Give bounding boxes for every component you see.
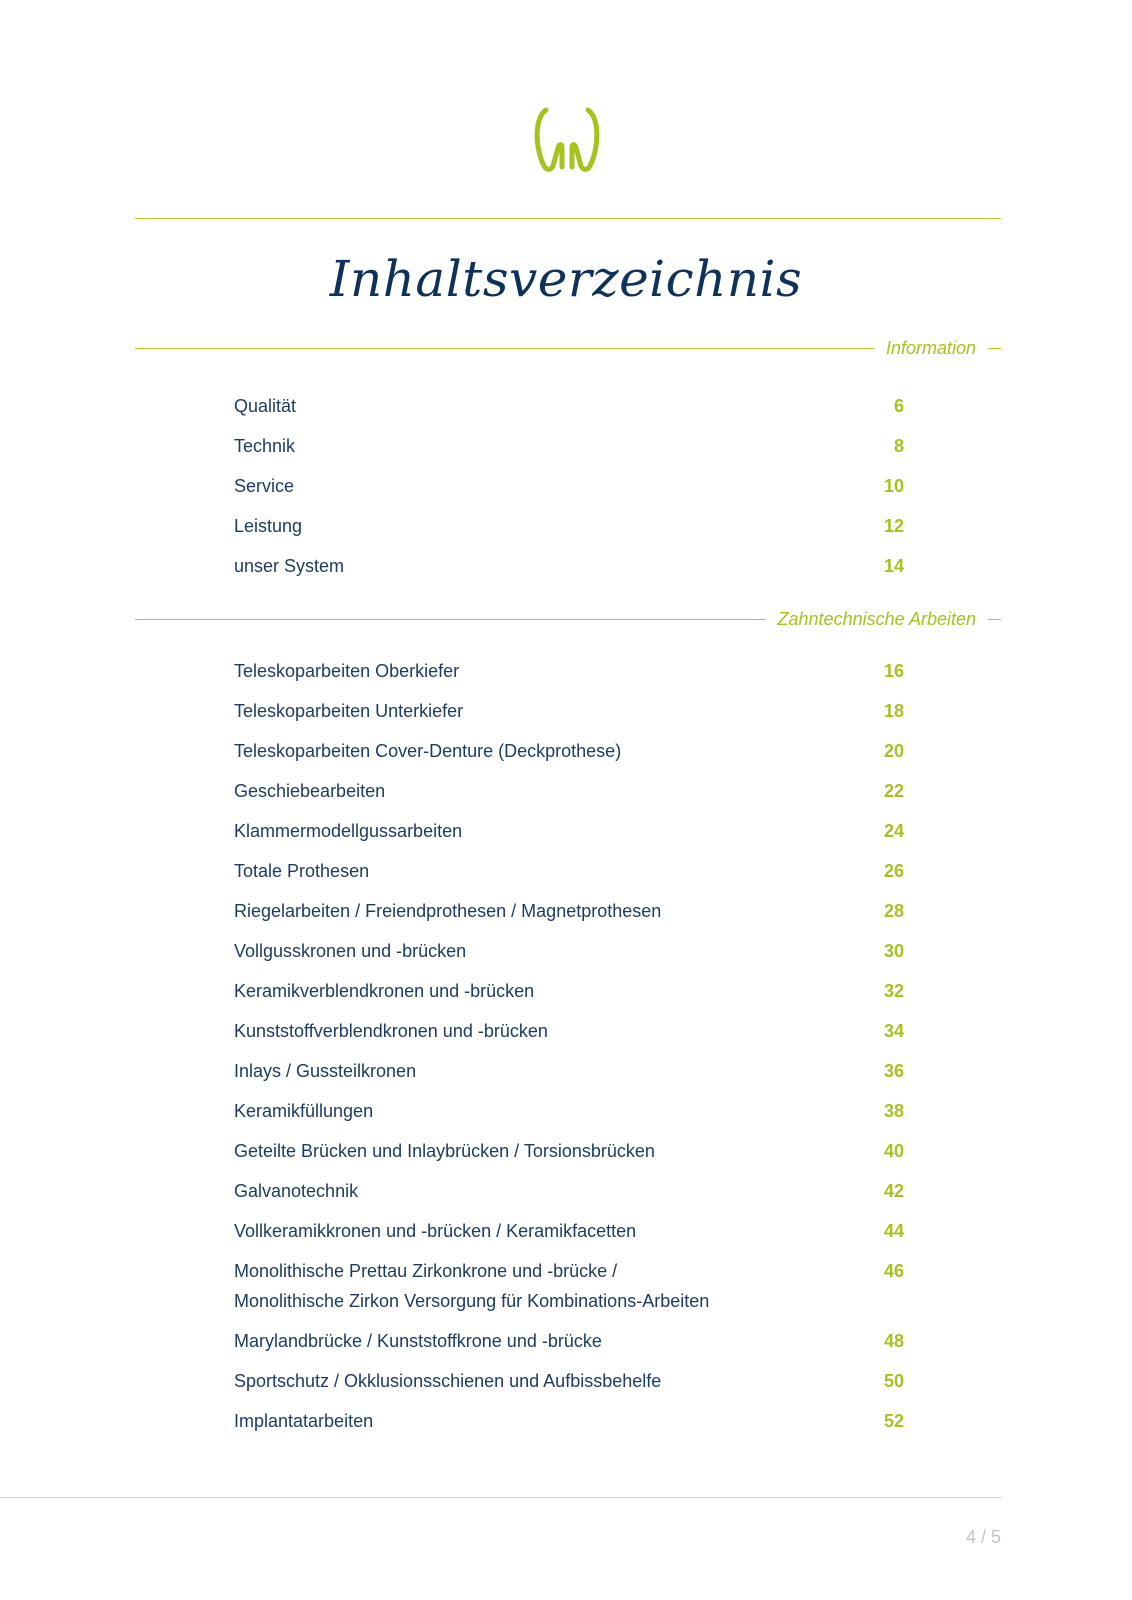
toc-list-information: [234, 391, 904, 591]
toc-entry-page: 8: [893, 436, 904, 456]
toc-entry-title: Monolithische Prettau Zirkonkrone und -brücke / Monolithische Zirkon Versorgung für Kombinations-Arbeiten: [234, 1261, 710, 1311]
toc-entry-title: Keramikfüllungen: [234, 1101, 374, 1121]
toc-entry-title: Keramikverblendkronen und -brücken: [234, 981, 535, 1001]
toc-entry-page: 34: [883, 1021, 904, 1041]
toc-entry-title: Vollkeramikkronen und -brücken / Keramikfacetten: [234, 1221, 637, 1241]
toc-entry[interactable]: [234, 431, 904, 471]
toc-entry[interactable]: [234, 1366, 904, 1406]
toc-entry-title: Qualität: [234, 396, 297, 416]
toc-entry[interactable]: [234, 856, 904, 896]
section-divider: [135, 619, 766, 620]
toc-entry-page: 14: [883, 556, 904, 576]
toc-entry-page: 6: [893, 396, 904, 416]
toc-entry-title: Service: [234, 476, 295, 496]
top-divider: [135, 218, 1001, 219]
toc-entry-title: Teleskoparbeiten Unterkiefer: [234, 701, 464, 721]
toc-entry-title: Kunststoffverblendkronen und -brücken: [234, 1021, 548, 1041]
toc-entry-title: Marylandbrücke / Kunststoffkrone und -brücke: [234, 1331, 602, 1351]
section-dash: [988, 348, 1001, 349]
toc-entry[interactable]: [234, 1176, 904, 1216]
toc-entry-page: 12: [883, 516, 904, 536]
section-header-zahntechnische-arbeiten: [135, 607, 1001, 631]
toc-entry-page: 26: [883, 861, 904, 881]
section-label: Information: [885, 337, 976, 358]
toc-entry[interactable]: [234, 1056, 904, 1096]
toc-entry[interactable]: [234, 1096, 904, 1136]
toc-entry-page: 52: [883, 1411, 904, 1431]
toc-entry-page: 46: [883, 1261, 904, 1281]
toc-entry[interactable]: [234, 1016, 904, 1056]
toc-entry-title: Technik: [234, 436, 296, 456]
toc-entry-title: Geschiebearbeiten: [234, 781, 386, 801]
toc-entry[interactable]: [234, 391, 904, 431]
toc-entry[interactable]: [234, 936, 904, 976]
toc-entry-page: 32: [883, 981, 904, 1001]
toc-entry-title: Teleskoparbeiten Oberkiefer: [234, 661, 460, 681]
section-divider: [135, 348, 874, 349]
toc-entry-page: 22: [883, 781, 904, 801]
toc-entry-title: Galvanotechnik: [234, 1181, 359, 1201]
section-header-information: [135, 336, 1001, 360]
toc-entry-title: Klammermodellgussarbeiten: [234, 821, 463, 841]
toc-entry-page: 30: [883, 941, 904, 961]
toc-entry-page: 24: [883, 821, 904, 841]
toc-entry-title: Leistung: [234, 516, 303, 536]
toc-list-zahntechnische-arbeiten: [234, 656, 904, 1446]
toc-entry[interactable]: [234, 696, 904, 736]
toc-entry-title: Geteilte Brücken und Inlaybrücken / Torsionsbrücken: [234, 1141, 655, 1161]
toc-entry-title: Totale Prothesen: [234, 861, 370, 881]
toc-entry-title: Inlays / Gussteilkronen: [234, 1061, 417, 1081]
toc-entry[interactable]: [234, 736, 904, 776]
toc-entry[interactable]: [234, 1216, 904, 1256]
toc-entry-title: Teleskoparbeiten Cover-Denture (Deckprothese): [234, 741, 622, 761]
toc-entry-page: 48: [883, 1331, 904, 1351]
toc-entry-page: 20: [883, 741, 904, 761]
toc-entry-page: 50: [883, 1371, 904, 1391]
toc-entry-page: 42: [883, 1181, 904, 1201]
toc-entry[interactable]: [234, 551, 904, 591]
toc-entry-page: 18: [883, 701, 904, 721]
toc-entry[interactable]: [234, 656, 904, 696]
toc-entry[interactable]: [234, 1326, 904, 1366]
page-indicator: 4 / 5: [965, 1527, 1001, 1547]
toc-entry-title: Riegelarbeiten / Freiendprothesen / Magnetprothesen: [234, 901, 662, 921]
toc-entry-title: Implantatarbeiten: [234, 1411, 374, 1431]
toc-entry-page: 44: [883, 1221, 904, 1241]
toc-entry[interactable]: [234, 511, 904, 551]
toc-entry-title: Sportschutz / Okklusionsschienen und Aufbissbehelfe: [234, 1371, 662, 1391]
toc-entry[interactable]: [234, 1256, 904, 1326]
toc-entry-page: 40: [883, 1141, 904, 1161]
tooth-icon: [532, 104, 602, 174]
page-title: Inhaltsverzeichnis: [329, 250, 803, 308]
toc-entry[interactable]: [234, 776, 904, 816]
toc-entry[interactable]: [234, 1136, 904, 1176]
toc-entry-page: 28: [883, 901, 904, 921]
toc-entry[interactable]: [234, 471, 904, 511]
section-label: Zahntechnische Arbeiten: [777, 608, 976, 629]
footer-divider: [0, 1497, 1001, 1498]
toc-entry-page: 16: [883, 661, 904, 681]
toc-entry[interactable]: [234, 976, 904, 1016]
toc-entry-title: unser System: [234, 556, 345, 576]
toc-entry-page: 10: [883, 476, 904, 496]
section-dash: [988, 619, 1001, 620]
toc-entry-page: 38: [883, 1101, 904, 1121]
toc-entry[interactable]: [234, 896, 904, 936]
toc-entry[interactable]: [234, 1406, 904, 1446]
toc-entry-page: 36: [883, 1061, 904, 1081]
toc-entry[interactable]: [234, 816, 904, 856]
toc-entry-title: Vollgusskronen und -brücken: [234, 941, 467, 961]
